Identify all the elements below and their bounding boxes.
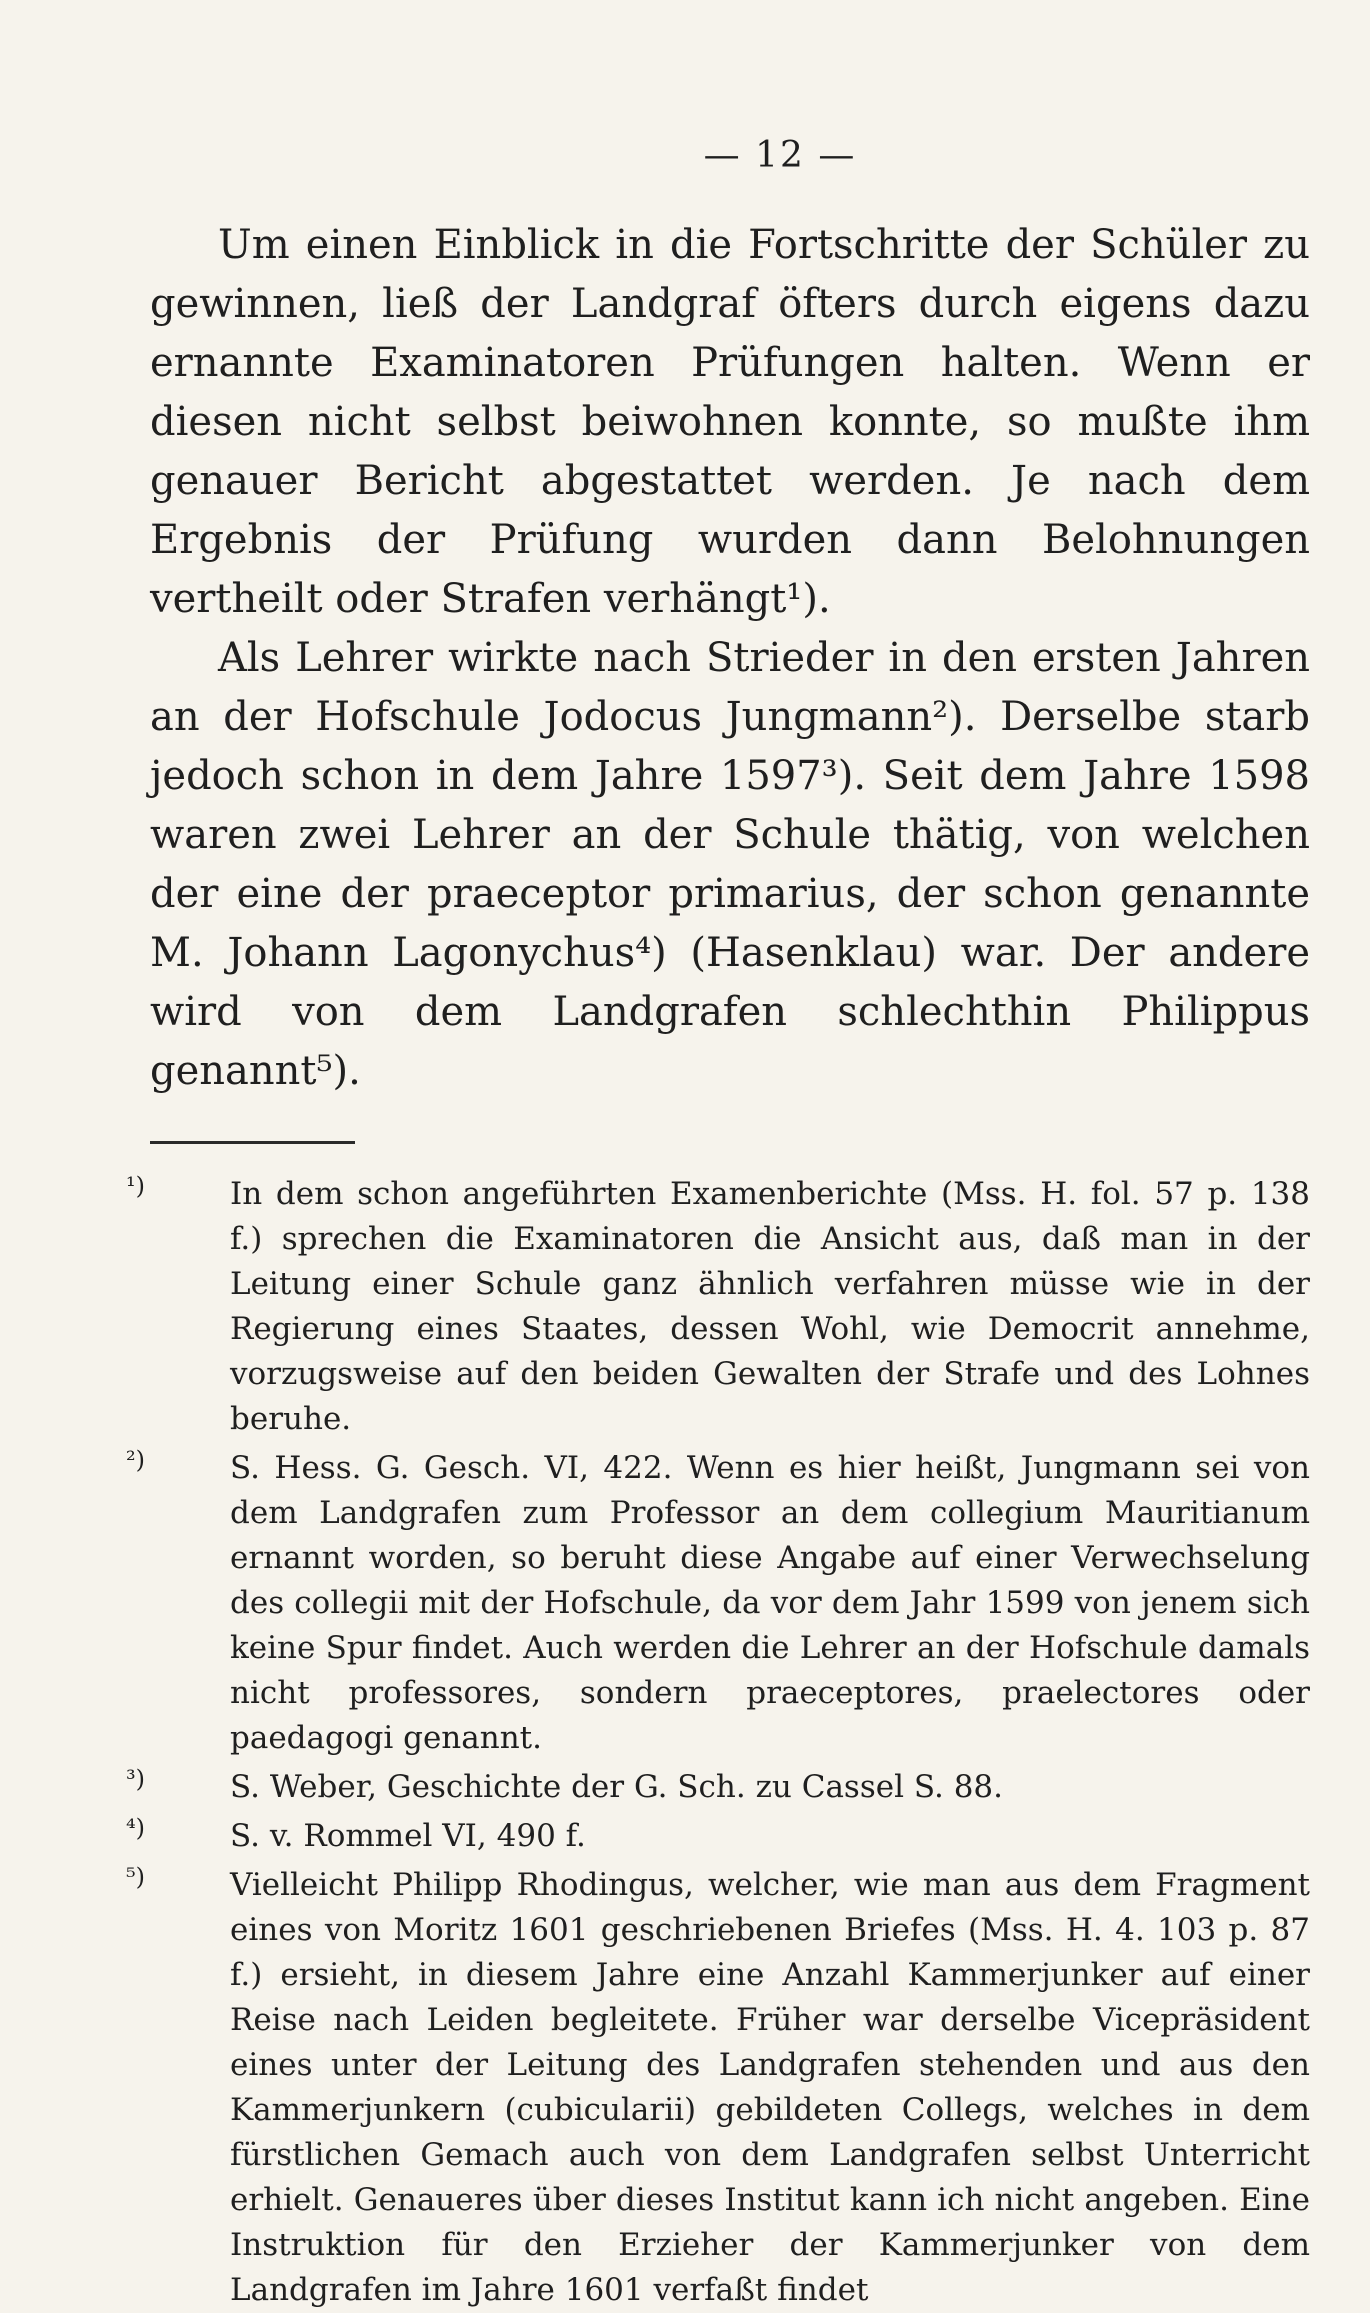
footnote-divider bbox=[150, 1141, 355, 1144]
footnote bbox=[126, 1863, 1310, 2313]
footnote-text: S. v. Rommel VI, 490 f. bbox=[230, 1818, 586, 1854]
footnote-text: In dem schon angeführten Examenberichte (Mss. H. fol. 57 p. 138 f.) sprechen die Examinatoren die Ansicht aus, daß man in der Leitung einer Schule ganz ähnlich verfahren müsse wie in der Regierung eines Staates, dessen Wohl, wie Democrit annehme, vorzugsweise auf den beiden Gewalten der Strafe und des Lohnes beruhe. bbox=[230, 1176, 1310, 1437]
footnotes bbox=[126, 1172, 1310, 2313]
footnote-text: S. Weber, Geschichte der G. Sch. zu Cassel S. 88. bbox=[230, 1769, 1004, 1805]
main-text bbox=[150, 216, 1310, 1101]
footnote-marker: ²) bbox=[126, 1446, 145, 1474]
footnote-marker: ⁴) bbox=[126, 1814, 145, 1842]
footnote-text: Vielleicht Philipp Rhodingus, welcher, wie man aus dem Fragment eines von Moritz 1601 geschriebenen Briefes (Mss. H. 4. 103 p. 87 f.) ersieht, in diesem Jahre eine Anzahl Kammerjunker auf einer Reise nach Leiden begleitete. Früher war derselbe Vicepräsident eines unter der Leitung des Landgrafen stehenden und aus den Kammerjunkern (cubicularii) gebildeten Collegs, welches in dem fürstlichen Gemach auch von dem Landgrafen selbst Unterricht erhielt. Genaueres über dieses Institut kann ich nicht angeben. Eine Instruktion für den Erzieher der Kammerjunker von dem Landgrafen im Jahre 1601 verfaßt findet bbox=[230, 1867, 1310, 2308]
paragraph: Um einen Einblick in die Fortschritte der Schüler zu gewinnen, ließ der Landgraf öfters durch eigens dazu ernannte Examinatoren Prüfungen halten. Wenn er diesen nicht selbst beiwohnen konnte, so mußte ihm genauer Bericht abgestattet werden. Je nach dem Ergebnis der Prüfung wurden dann Belohnungen vertheilt oder Strafen verhängt¹). bbox=[150, 222, 1310, 622]
footnote-marker: ¹) bbox=[126, 1172, 145, 1200]
page-number: — 12 — bbox=[703, 135, 857, 176]
footnote-marker: ³) bbox=[126, 1765, 145, 1793]
footnote bbox=[126, 1765, 1310, 1810]
footnote bbox=[126, 1446, 1310, 1761]
footnote-text: S. Hess. G. Gesch. VI, 422. Wenn es hier heißt, Jungmann sei von dem Landgrafen zum Professor an dem collegium Mauritianum ernannt worden, so beruht diese Angabe auf einer Verwechselung des collegii mit der Hofschule, da vor dem Jahr 1599 von jenem sich keine Spur findet. Auch werden die Lehrer an der Hofschule damals nicht professores, sondern praeceptores, praelectores oder paedagogi genannt. bbox=[230, 1450, 1310, 1756]
footnote bbox=[126, 1172, 1310, 1442]
footnote bbox=[126, 1814, 1310, 1859]
paragraph: Als Lehrer wirkte nach Strieder in den ersten Jahren an der Hofschule Jodocus Jungmann²). Derselbe starb jedoch schon in dem Jahre 1597³). Seit dem Jahre 1598 waren zwei Lehrer an der Schule thätig, von welchen der eine der praeceptor primarius, der schon genannte M. Johann Lagonychus⁴) (Hasenklau) war. Der andere wird von dem Landgrafen schlechthin Philippus genannt⁵). bbox=[150, 635, 1310, 1094]
footnote-marker: ⁵) bbox=[126, 1863, 145, 1891]
